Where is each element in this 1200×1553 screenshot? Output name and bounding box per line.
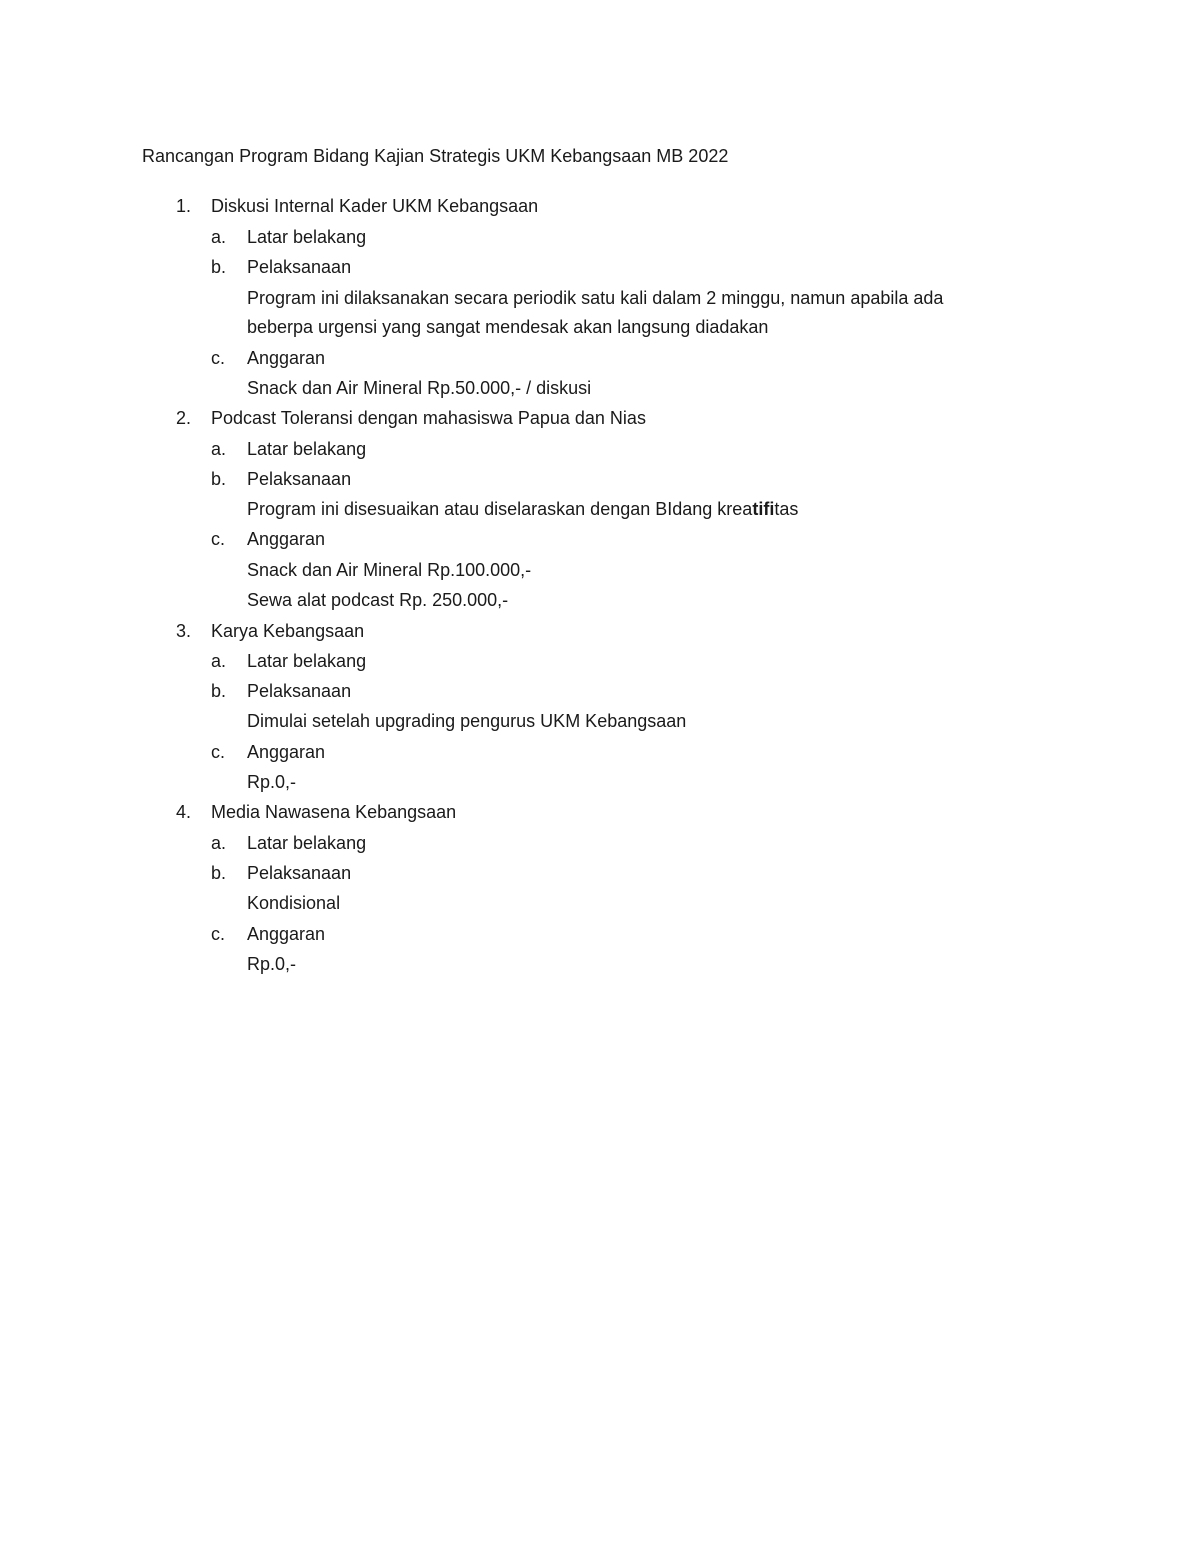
detail-text: Snack dan Air Mineral Rp.50.000,- / diskusi [247,378,592,398]
detail-text: Rp.0,- [247,772,297,792]
detail-text [247,497,798,521]
sub-label: Latar belakang [247,651,367,671]
sub-label: Latar belakang [247,833,367,853]
sub-label: Latar belakang [247,439,367,459]
sub-label: Anggaran [247,924,326,944]
program-heading: Karya Kebangsaan [211,621,365,641]
sub-marker: b. [211,681,227,701]
sub-label: Anggaran [247,529,326,549]
sub-marker: b. [211,469,227,489]
document-title: Rancangan Program Bidang Kajian Strategis UKM Kebangsaan MB 2022 [142,146,729,166]
sub-label: Anggaran [247,348,326,368]
sub-label: Pelaksanaan [247,863,352,883]
detail-text: beberpa urgensi yang sangat mendesak akan langsung diadakan [247,317,769,337]
sub-label: Pelaksanaan [247,681,352,701]
sub-marker: a. [211,833,227,853]
sub-marker: a. [211,439,227,459]
detail-text-bold: tifi [752,499,775,519]
detail-text-start: Program ini disesuaikan atau diselaraskan dengan BIdang krea [247,499,753,519]
detail-text: Program ini dilaksanakan secara periodik satu kali dalam 2 minggu, namun apabila ada [247,288,944,308]
sub-marker: a. [211,227,227,247]
detail-text: Rp.0,- [247,954,297,974]
detail-text: Dimulai setelah upgrading pengurus UKM Kebangsaan [247,711,687,731]
detail-text-end: tas [774,499,799,519]
sub-marker: b. [211,257,227,277]
sub-marker: c. [211,529,226,549]
detail-text: Snack dan Air Mineral Rp.100.000,- [247,560,532,580]
program-heading: Podcast Toleransi dengan mahasiswa Papua dan Nias [211,408,646,428]
sub-label: Anggaran [247,742,326,762]
list-number: 3. [176,621,192,641]
sub-marker: a. [211,651,227,671]
sub-label: Pelaksanaan [247,257,352,277]
sub-marker: b. [211,863,227,883]
detail-text: Sewa alat podcast Rp. 250.000,- [247,590,509,610]
sub-marker: c. [211,742,226,762]
program-heading: Media Nawasena Kebangsaan [211,802,457,822]
program-heading: Diskusi Internal Kader UKM Kebangsaan [211,196,539,216]
list-number: 1. [176,196,192,216]
detail-text: Kondisional [247,893,341,913]
sub-marker: c. [211,924,226,944]
sub-label: Latar belakang [247,227,367,247]
sub-label: Pelaksanaan [247,469,352,489]
list-number: 4. [176,802,192,822]
list-number: 2. [176,408,192,428]
sub-marker: c. [211,348,226,368]
